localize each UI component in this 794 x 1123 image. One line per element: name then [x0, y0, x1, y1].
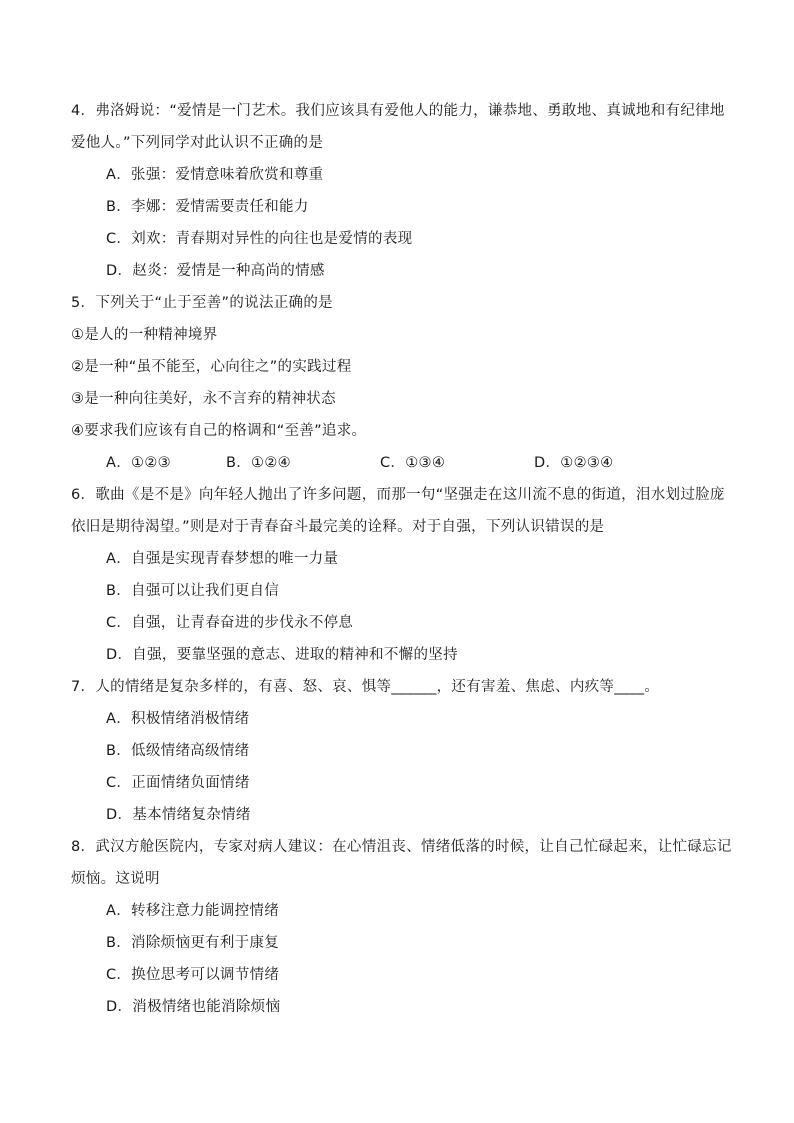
- q5-option-c: C．①③④: [380, 455, 446, 471]
- q6-option-a: A．自强是实现青春梦想的唯一力量: [106, 551, 339, 567]
- q6-option-d: D．自强，要靠坚强的意志、进取的精神和不懈的坚持: [106, 647, 458, 663]
- q5-statement-4: ④要求我们应该有自己的格调和“至善”追求。: [71, 423, 367, 439]
- q7-option-d: D．基本情绪复杂情绪: [106, 807, 251, 823]
- q8-stem-line1: 8．武汉方舱医院内，专家对病人建议：在心情沮丧、情绪低落的时候，让自己忙碌起来，让忙碌忘记: [71, 839, 732, 855]
- q7-option-a: A．积极情绪消极情绪: [106, 711, 250, 727]
- q4-stem-line2: 爱他人。”下列同学对此认识不正确的是: [71, 135, 324, 151]
- q4-option-d: D．赵炎：爱情是一种高尚的情感: [106, 263, 325, 279]
- q6-stem-line2: 依旧是期待渴望。”则是对于青春奋斗最完美的诠释。对于自强，下列认识错误的是: [71, 519, 605, 535]
- q5-option-b: B．①②④: [226, 455, 291, 471]
- q8-option-a: A．转移注意力能调控情绪: [106, 903, 280, 919]
- q5-statement-2: ②是一种“虽不能至，心向往之”的实践过程: [71, 359, 352, 375]
- q5-option-a: A．①②③: [106, 455, 171, 471]
- q8-option-b: B．消除烦恼更有利于康复: [106, 935, 280, 951]
- q5-statement-1: ①是人的一种精神境界: [71, 327, 218, 343]
- q8-option-d: D．消极情绪也能消除烦恼: [106, 999, 281, 1015]
- q4-stem-line1: 4．弗洛姆说：“爱情是一门艺术。我们应该具有爱他人的能力，谦恭地、勇敢地、真诚地和有纪律地: [71, 103, 725, 119]
- q8-option-c: C．换位思考可以调节情绪: [106, 967, 280, 983]
- q5-stem: 5．下列关于“止于至善”的说法正确的是: [71, 295, 333, 311]
- q4-option-c: C．刘欢：青春期对异性的向往也是爱情的表现: [106, 231, 413, 247]
- q7-option-c: C．正面情绪负面情绪: [106, 775, 250, 791]
- q5-statement-3: ③是一种向往美好，永不言弃的精神状态: [71, 391, 336, 407]
- q5-option-d: D．①②③④: [534, 455, 614, 471]
- q8-stem-line2: 烦恼。这说明: [71, 871, 160, 887]
- q6-stem-line1: 6．歌曲《是不是》向年轻人抛出了许多问题，而那一句“坚强走在这川流不息的街道，泪水划过脸庞: [71, 487, 725, 503]
- q6-option-c: C．自强，让青春奋进的步伐永不停息: [106, 615, 354, 631]
- q4-option-b: B．李娜：爱情需要责任和能力: [106, 199, 309, 215]
- q4-option-a: A．张强：爱情意味着欣赏和尊重: [106, 167, 324, 183]
- q7-option-b: B．低级情绪高级情绪: [106, 743, 250, 759]
- q7-stem: 7．人的情绪是复杂多样的，有喜、怒、哀、惧等______，还有害羞、焦虑、内疚等____。: [71, 679, 660, 695]
- q6-option-b: B．自强可以让我们更自信: [106, 583, 280, 599]
